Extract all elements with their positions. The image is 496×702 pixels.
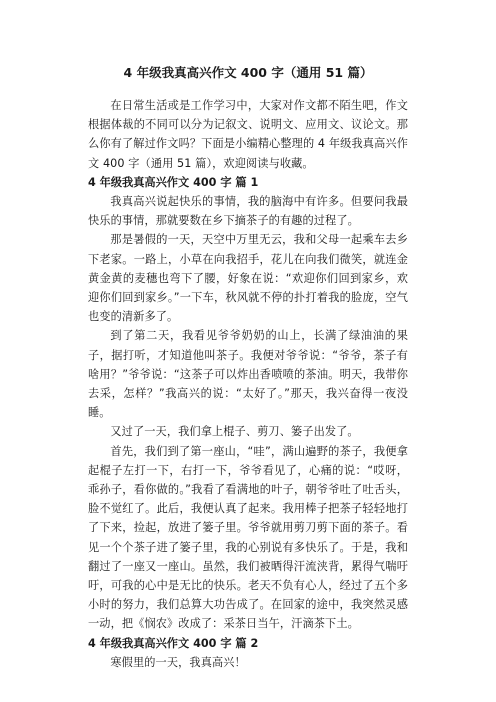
section-1-paragraph: 那是暑假的一天，天空中万里无云，我和父母一起乘车去乡下老家。一路上，小草在向我招手，花儿在向我们微笑，就连金黄金黄的麦穗也弯下了腰，好象在说：“欢迎你们回到家乡，欢迎你们回到家乡。”一下车，秋风就不停的扑打着我的脸庞，空气也变的清新多了。 [88, 233, 408, 324]
section-1-paragraph: 首先，我们到了第一座山，“哇”，满山遍野的茶子，我便拿起棍子左打一下，右打一下，爷爷看见了，心痛的说：“哎呀，乖孙子，看你做的。”我看了看满地的叶子，朝爷爷吐了吐舌头，脸不觉红了。此后，我便认真了起来。我用棒子把茶子轻轻地打了下来，捡起，放进了篓子里。爷爷就用剪刀剪下面的茶子。看见一个个茶子进了篓子里，我的心别说有多快乐了。于是，我和翻过了一座又一座山。虽然，我们被晒得汗流浃背，累得气喘吁吁，可我的心中是无比的快乐。老天不负有心人，经过了五个多小时的努力，我们总算大功告成了。在回家的途中，我突然灵感一动，把《悯农》改成了：采茶日当午，汗滴茶下土。 [88, 444, 408, 631]
intro-paragraph: 在日常生活或是工作学习中，大家对作文都不陌生吧，作文根据体裁的不同可以分为记叙文、说明文、应用文、议论文。那么你有了解过作文吗？下面是小编精心整理的 4 年级我真高兴作文 400 字（通用 51 篇），欢迎阅读与收藏。 [88, 99, 408, 170]
section-1-heading: 4 年级我真高兴作文 400 字 篇 1 [88, 175, 259, 189]
document-title: 4 年级我真高兴作文 400 字（通用 51 篇） [123, 65, 373, 80]
section-2-heading: 4 年级我真高兴作文 400 字 篇 2 [88, 636, 259, 650]
section-1-paragraph: 我真高兴说起快乐的事情，我的脑海中有许多。但要问我最快乐的事情，那就要数在乡下摘茶子的有趣的过程了。 [88, 195, 408, 228]
section-2-paragraph: 寒假里的一天，我真高兴！ [110, 655, 246, 669]
section-1-paragraph: 又过了一天，我们拿上棍子、剪刀、篓子出发了。 [110, 425, 359, 439]
section-1-paragraph: 到了第二天，我看见爷爷奶奶的山上，长满了绿油油的果子，据打听，才知道他叫茶子。我便对爷爷说：“爷爷，茶子有啥用？”爷爷说：“这茶子可以炸出香喷喷的茶油。明天，我带你去采，怎样？”我高兴的说：“太好了。”那天，我兴奋得一夜没睡。 [88, 329, 408, 420]
